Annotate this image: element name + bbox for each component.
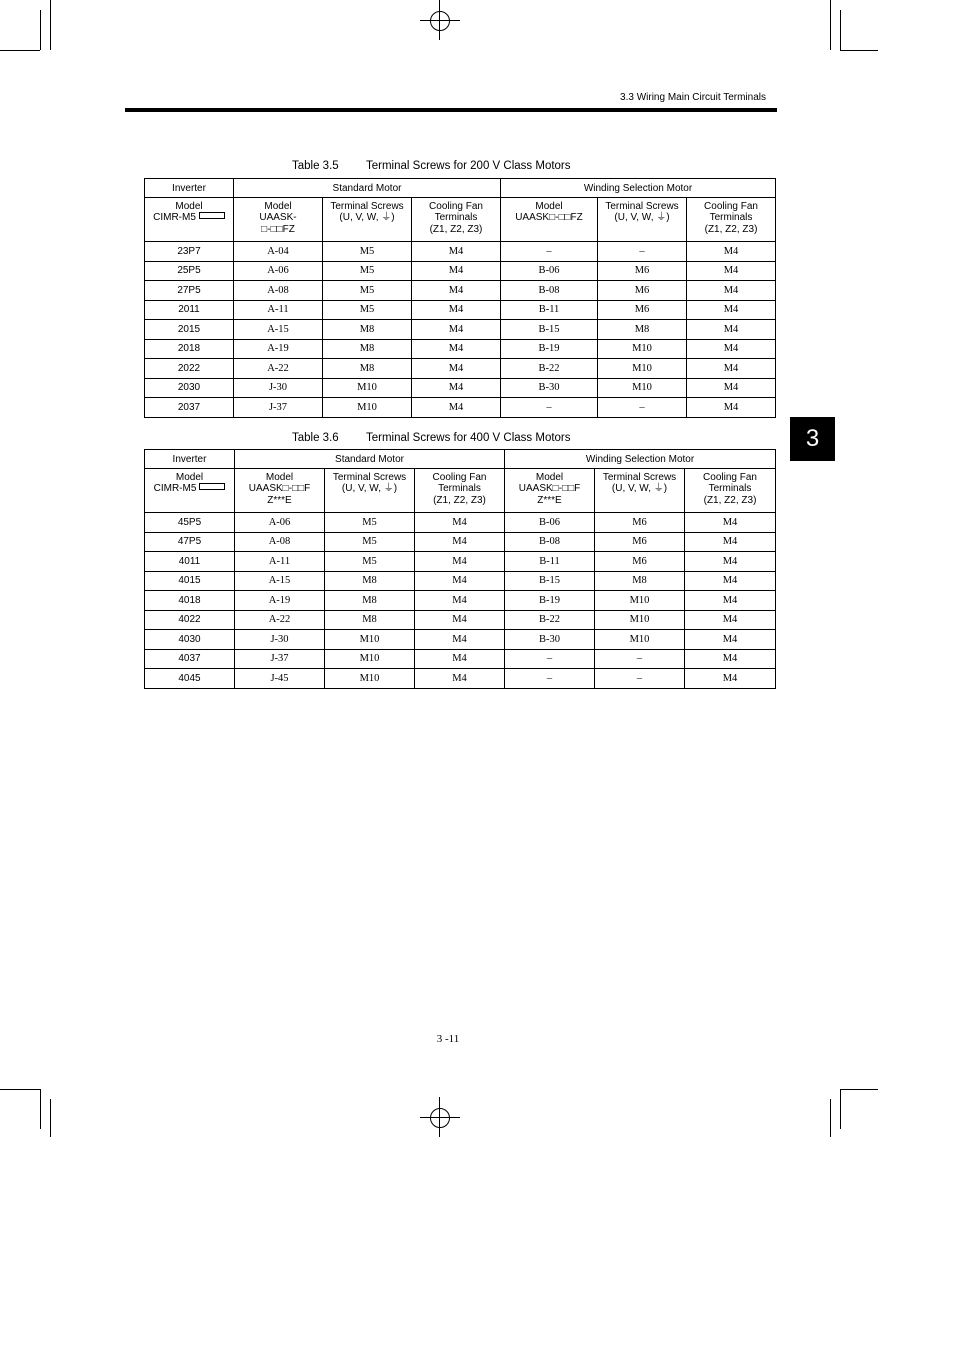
table-cell: M4 xyxy=(415,571,505,591)
table-cell: M5 xyxy=(325,513,415,533)
header-win-model: Model UAASK□-□□F Z***E xyxy=(505,469,595,513)
header-cooling-fan: Cooling Fan Terminals (Z1, Z2, Z3) xyxy=(415,469,505,513)
inverter-model-cell: 4022 xyxy=(145,610,235,630)
table-row xyxy=(145,591,776,611)
table-cell: M4 xyxy=(412,242,501,262)
table-cell: M4 xyxy=(685,571,776,591)
table-cell: A-08 xyxy=(234,281,323,301)
table-cell: M5 xyxy=(323,300,412,320)
inverter-model-cell: 47P5 xyxy=(145,532,235,552)
table-cell: M4 xyxy=(685,532,776,552)
table-cell: A-06 xyxy=(235,513,325,533)
table-cell: B-15 xyxy=(505,571,595,591)
table-cell: – xyxy=(595,649,685,669)
header-cooling-fan: Cooling Fan Terminals (Z1, Z2, Z3) xyxy=(685,469,776,513)
table-cell: M10 xyxy=(598,359,687,379)
header-win-model: Model UAASK□-□□FZ xyxy=(501,198,598,242)
inverter-model-cell: 25P5 xyxy=(145,261,234,281)
table-cell: M4 xyxy=(415,649,505,669)
table-cell: M10 xyxy=(325,649,415,669)
header-rule xyxy=(125,108,777,112)
table-cell: J-37 xyxy=(235,649,325,669)
table-cell: M5 xyxy=(325,532,415,552)
table-cell: M4 xyxy=(687,300,776,320)
table-cell: – xyxy=(505,649,595,669)
table-row xyxy=(145,513,776,533)
table-cell: M10 xyxy=(598,378,687,398)
table-cell: A-15 xyxy=(234,320,323,340)
table-cell: M4 xyxy=(685,591,776,611)
table-cell: M8 xyxy=(598,320,687,340)
header-terminal-screws: Terminal Screws (U, V, W, ⏚) xyxy=(323,198,412,242)
table-cell: M10 xyxy=(325,669,415,689)
table-cell: M4 xyxy=(687,242,776,262)
table-cell: M6 xyxy=(598,300,687,320)
table-cell: M10 xyxy=(323,378,412,398)
table-cell: A-15 xyxy=(235,571,325,591)
table-row xyxy=(145,300,776,320)
table-cell: M4 xyxy=(412,378,501,398)
inverter-model-cell: 2037 xyxy=(145,398,234,418)
table-cell: B-30 xyxy=(501,378,598,398)
table-cell: M10 xyxy=(598,339,687,359)
inverter-model-cell: 2030 xyxy=(145,378,234,398)
table-cell: M6 xyxy=(595,552,685,572)
table1-number: Table 3.5 xyxy=(292,160,339,172)
table-cell: M4 xyxy=(687,378,776,398)
table1-caption xyxy=(292,160,571,172)
table-cell: M10 xyxy=(325,630,415,650)
table-cell: J-45 xyxy=(235,669,325,689)
inverter-model-cell: 23P7 xyxy=(145,242,234,262)
header-inverter-model-text: Model CIMR-M5 xyxy=(153,472,204,495)
inverter-model-cell: 4045 xyxy=(145,669,235,689)
table-row xyxy=(145,669,776,689)
table-row xyxy=(145,320,776,340)
table-cell: M5 xyxy=(323,261,412,281)
table-cell: M10 xyxy=(595,610,685,630)
table-cell: A-08 xyxy=(235,532,325,552)
table-cell: – xyxy=(501,242,598,262)
table-cell: B-19 xyxy=(501,339,598,359)
table-cell: – xyxy=(598,242,687,262)
table-cell: M6 xyxy=(598,281,687,301)
table-cell: M4 xyxy=(687,398,776,418)
table-cell: A-04 xyxy=(234,242,323,262)
inverter-model-cell: 4037 xyxy=(145,649,235,669)
table-cell: A-19 xyxy=(235,591,325,611)
table-row xyxy=(145,630,776,650)
table-cell: M4 xyxy=(412,339,501,359)
table-cell: M4 xyxy=(685,649,776,669)
table-cell: M5 xyxy=(323,242,412,262)
table-cell: A-11 xyxy=(234,300,323,320)
model-blank-box-icon xyxy=(199,483,225,490)
table-cell: M4 xyxy=(415,610,505,630)
table1 xyxy=(144,178,776,418)
table-cell: M4 xyxy=(687,339,776,359)
table-cell: M6 xyxy=(595,532,685,552)
table-cell: M4 xyxy=(687,261,776,281)
table-row xyxy=(145,398,776,418)
table-cell: B-30 xyxy=(505,630,595,650)
table-cell: M4 xyxy=(685,610,776,630)
header-cooling-fan: Cooling Fan Terminals (Z1, Z2, Z3) xyxy=(687,198,776,242)
table-cell: A-11 xyxy=(235,552,325,572)
group-header-winding-motor: Winding Selection Motor xyxy=(505,450,776,469)
table-row xyxy=(145,242,776,262)
table-row xyxy=(145,359,776,379)
group-header-inverter: Inverter xyxy=(145,450,235,469)
table-cell: – xyxy=(595,669,685,689)
group-header-winding-motor: Winding Selection Motor xyxy=(501,179,776,198)
inverter-model-cell: 4018 xyxy=(145,591,235,611)
table-cell: B-11 xyxy=(505,552,595,572)
table-cell: M10 xyxy=(595,630,685,650)
header-inverter-model xyxy=(145,198,234,242)
header-terminal-screws: Terminal Screws (U, V, W, ⏚) xyxy=(595,469,685,513)
table-cell: B-22 xyxy=(501,359,598,379)
inverter-model-cell: 2022 xyxy=(145,359,234,379)
table-cell: A-22 xyxy=(235,610,325,630)
table-cell: M8 xyxy=(323,320,412,340)
header-terminal-screws: Terminal Screws (U, V, W, ⏚) xyxy=(325,469,415,513)
table-cell: M4 xyxy=(685,513,776,533)
table-cell: J-37 xyxy=(234,398,323,418)
table-cell: M4 xyxy=(412,320,501,340)
inverter-model-cell: 2015 xyxy=(145,320,234,340)
table-cell: M8 xyxy=(325,571,415,591)
header-std-model: Model UAASK□-□□F Z***E xyxy=(235,469,325,513)
group-header-standard-motor: Standard Motor xyxy=(234,179,501,198)
table-row xyxy=(145,649,776,669)
table-cell: M4 xyxy=(687,320,776,340)
table2-title: Terminal Screws for 400 V Class Motors xyxy=(366,432,571,444)
inverter-model-cell: 4030 xyxy=(145,630,235,650)
table-cell: M8 xyxy=(325,610,415,630)
table-cell: M4 xyxy=(687,359,776,379)
table-row xyxy=(145,339,776,359)
table-row xyxy=(145,552,776,572)
table-row xyxy=(145,532,776,552)
table-cell: M8 xyxy=(325,591,415,611)
table-cell: – xyxy=(505,669,595,689)
group-header-standard-motor: Standard Motor xyxy=(235,450,505,469)
inverter-model-cell: 4011 xyxy=(145,552,235,572)
table-cell: M5 xyxy=(325,552,415,572)
table-cell: M5 xyxy=(323,281,412,301)
table-cell: A-06 xyxy=(234,261,323,281)
inverter-model-cell: 27P5 xyxy=(145,281,234,301)
header-terminal-screws: Terminal Screws (U, V, W, ⏚) xyxy=(598,198,687,242)
table2-caption xyxy=(292,432,571,444)
table-cell: M4 xyxy=(685,630,776,650)
table-cell: – xyxy=(501,398,598,418)
table-cell: M4 xyxy=(412,359,501,379)
table1-body xyxy=(145,242,776,418)
table-cell: M4 xyxy=(415,552,505,572)
chapter-tab: 3 xyxy=(790,417,835,461)
table-cell: – xyxy=(598,398,687,418)
table-row xyxy=(145,281,776,301)
table-cell: M10 xyxy=(595,591,685,611)
table-cell: B-06 xyxy=(505,513,595,533)
table-cell: M6 xyxy=(598,261,687,281)
table-cell: B-15 xyxy=(501,320,598,340)
table-cell: M8 xyxy=(323,359,412,379)
header-inverter-model-text: Model CIMR-M5 xyxy=(153,201,203,224)
table-cell: J-30 xyxy=(234,378,323,398)
table-cell: M4 xyxy=(415,513,505,533)
table-cell: J-30 xyxy=(235,630,325,650)
table-cell: A-19 xyxy=(234,339,323,359)
table-row xyxy=(145,378,776,398)
table-row xyxy=(145,261,776,281)
table-cell: B-08 xyxy=(505,532,595,552)
table-cell: M4 xyxy=(685,552,776,572)
inverter-model-cell: 45P5 xyxy=(145,513,235,533)
inverter-model-cell: 2011 xyxy=(145,300,234,320)
header-std-model: Model UAASK- □-□□FZ xyxy=(234,198,323,242)
table-row xyxy=(145,610,776,630)
header-cooling-fan: Cooling Fan Terminals (Z1, Z2, Z3) xyxy=(412,198,501,242)
table-cell: M4 xyxy=(415,669,505,689)
table-cell: M4 xyxy=(412,398,501,418)
table-cell: A-22 xyxy=(234,359,323,379)
header-inverter-model xyxy=(145,469,235,513)
table-cell: B-19 xyxy=(505,591,595,611)
table-cell: M4 xyxy=(415,591,505,611)
table-cell: B-08 xyxy=(501,281,598,301)
table2-body xyxy=(145,513,776,689)
table-cell: B-06 xyxy=(501,261,598,281)
table-cell: M4 xyxy=(687,281,776,301)
inverter-model-cell: 2018 xyxy=(145,339,234,359)
table-cell: M8 xyxy=(595,571,685,591)
table2-number: Table 3.6 xyxy=(292,432,339,444)
model-blank-box-icon xyxy=(199,212,225,219)
table1-title: Terminal Screws for 200 V Class Motors xyxy=(366,160,571,172)
page-number: 3 -11 xyxy=(436,1033,460,1045)
inverter-model-cell: 4015 xyxy=(145,571,235,591)
table2 xyxy=(144,449,776,689)
table-cell: M4 xyxy=(685,669,776,689)
table-cell: M4 xyxy=(412,261,501,281)
table-cell: M10 xyxy=(323,398,412,418)
table-cell: M4 xyxy=(412,281,501,301)
group-header-inverter: Inverter xyxy=(145,179,234,198)
table-cell: B-11 xyxy=(501,300,598,320)
table-cell: M6 xyxy=(595,513,685,533)
section-header: 3.3 Wiring Main Circuit Terminals xyxy=(620,92,766,103)
table-row xyxy=(145,571,776,591)
table-cell: M8 xyxy=(323,339,412,359)
table-cell: M4 xyxy=(412,300,501,320)
table-cell: B-22 xyxy=(505,610,595,630)
table-cell: M4 xyxy=(415,532,505,552)
table-cell: M4 xyxy=(415,630,505,650)
